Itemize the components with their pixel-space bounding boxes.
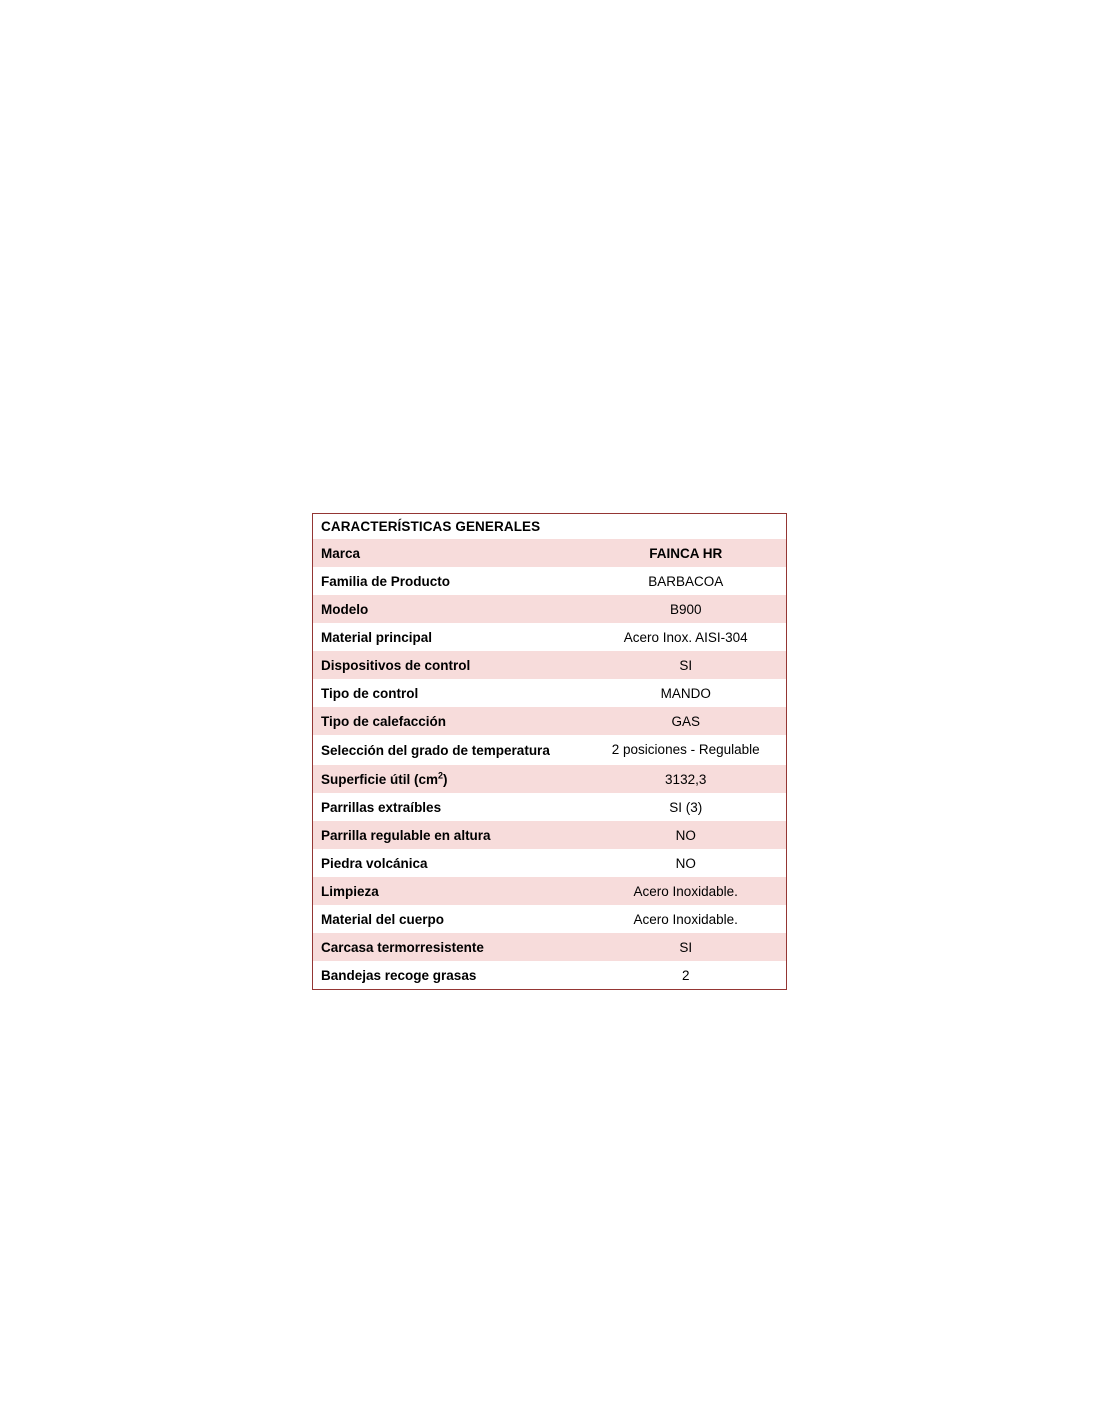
row-value-parrilla-regulable-altura: NO [587, 821, 786, 849]
superficie-label-sup: 2 [438, 770, 444, 780]
row-value-bandejas-recoge-grasas: 2 [587, 961, 786, 990]
table-row [313, 735, 787, 765]
row-value-modelo: B900 [587, 595, 786, 623]
table-row [313, 877, 787, 905]
general-characteristics-table [312, 513, 787, 990]
row-value-material-principal: Acero Inox. AISI-304 [587, 623, 786, 651]
row-value-tipo-de-control: MANDO [587, 679, 786, 707]
table-row [313, 567, 787, 595]
row-value-material-del-cuerpo: Acero Inoxidable. [587, 905, 786, 933]
row-value-seleccion-grado-temperatura: 2 posiciones - Regulable [587, 735, 786, 765]
superficie-label-post: ) [443, 771, 448, 787]
row-label-limpieza: Limpieza [313, 877, 588, 905]
row-label-superficie-util [313, 765, 588, 793]
row-value-parrillas-extraibles: SI (3) [587, 793, 786, 821]
row-value-familia-de-producto: BARBACOA [587, 567, 786, 595]
table-row [313, 905, 787, 933]
row-label-piedra-volcanica: Piedra volcánica [313, 849, 588, 877]
table-body [313, 514, 787, 990]
row-label-parrilla-regulable-altura: Parrilla regulable en altura [313, 821, 588, 849]
row-value-tipo-de-calefaccion: GAS [587, 707, 786, 735]
row-label-familia-de-producto: Familia de Producto [313, 567, 588, 595]
row-value-marca: FAINCA HR [587, 539, 786, 567]
table-row [313, 707, 787, 735]
table-row [313, 933, 787, 961]
row-label-seleccion-grado-temperatura: Selección del grado de temperatura [313, 735, 588, 765]
row-label-carcasa-termorresistente: Carcasa termorresistente [313, 933, 588, 961]
table-row [313, 679, 787, 707]
table-row [313, 623, 787, 651]
row-value-superficie-util: 3132,3 [587, 765, 786, 793]
table-row [313, 651, 787, 679]
row-value-dispositivos-de-control: SI [587, 651, 786, 679]
table-row [313, 793, 787, 821]
table-row [313, 821, 787, 849]
superficie-label-pre: Superficie útil (cm [321, 771, 439, 787]
row-label-parrillas-extraibles: Parrillas extraíbles [313, 793, 588, 821]
row-label-bandejas-recoge-grasas: Bandejas recoge grasas [313, 961, 588, 990]
row-value-carcasa-termorresistente: SI [587, 933, 786, 961]
row-label-dispositivos-de-control: Dispositivos de control [313, 651, 588, 679]
table-row [313, 849, 787, 877]
table-row [313, 765, 787, 793]
row-label-tipo-de-control: Tipo de control [313, 679, 588, 707]
table-title: CARACTERÍSTICAS GENERALES [313, 514, 787, 540]
table-row [313, 595, 787, 623]
table-row [313, 539, 787, 567]
row-value-limpieza: Acero Inoxidable. [587, 877, 786, 905]
row-label-marca: Marca [313, 539, 588, 567]
row-label-material-principal: Material principal [313, 623, 588, 651]
row-label-tipo-de-calefaccion: Tipo de calefacción [313, 707, 588, 735]
table-row [313, 961, 787, 990]
row-value-piedra-volcanica: NO [587, 849, 786, 877]
table-title-row [313, 514, 787, 540]
row-label-material-del-cuerpo: Material del cuerpo [313, 905, 588, 933]
row-label-modelo: Modelo [313, 595, 588, 623]
